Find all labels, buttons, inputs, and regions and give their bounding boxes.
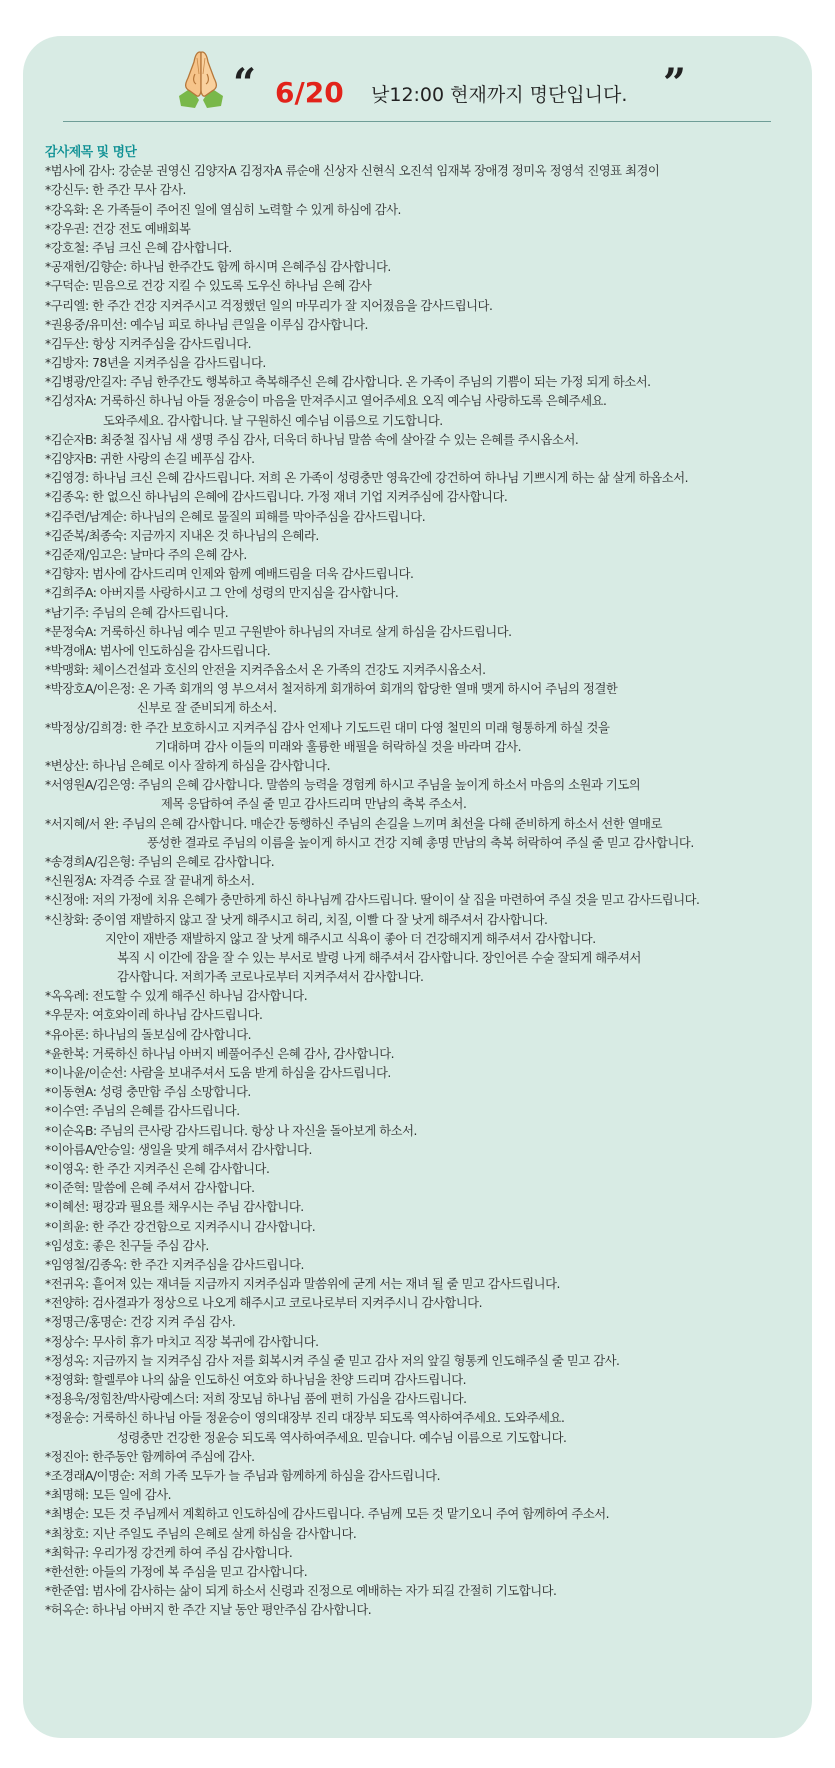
list-item: *김순자B: 최중철 집사님 새 생명 주심 감사, 더욱더 하나님 말씀 속에 살아갈 수 있는 은혜를 주시옵소서. xyxy=(45,432,579,447)
list-item: *박정상/김희경: 한 주간 보호하시고 지켜주심 감사 언제나 기도드린 대미 다영 철민의 미래 형통하게 하실 것을 xyxy=(45,720,610,735)
list-item: *정상수: 무사히 휴가 마치고 직장 복귀에 감사합니다. xyxy=(45,1334,319,1349)
list-item: *서지혜/서 완: 주님의 은혜 감사합니다. 매순간 동행하신 주님의 손길을 느끼며 최선을 다해 준비하게 하소서 선한 열매로 xyxy=(45,816,663,831)
list-item: *정명근/홍명순: 건강 지켜 주심 감사. xyxy=(45,1315,236,1330)
list-item: *김향자: 범사에 감사드리며 인제와 함께 예배드림을 더욱 감사드립니다. xyxy=(45,567,414,582)
list-item: *이동현A: 성령 충만함 주심 소망합니다. xyxy=(45,1085,251,1100)
list-item: *이희윤: 한 주간 강건함으로 지켜주시니 감사합니다. xyxy=(45,1219,316,1234)
list-item: *김주련/남계순: 하나님의 은혜로 물질의 피해를 막아주심을 감사드립니다. xyxy=(45,509,426,524)
list-item: *최병순: 모든 것 주님께서 계획하고 인도하심에 감사드립니다. 주님께 모든 것 맡기오니 주여 함께하여 주소서. xyxy=(45,1507,610,1522)
list-item: *김성자A: 거룩하신 하나님 아들 정윤승이 마음을 만져주시고 열어주세요 오직 예수님 사랑하도록 은혜주세요. xyxy=(45,394,607,409)
list-item-continuation: 도와주세요. 감사합니다. 날 구원하신 예수님 이름으로 기도합니다. xyxy=(103,413,443,428)
list-item: *신원정A: 자격증 수료 잘 끝내게 하소서. xyxy=(45,874,255,889)
list-item-continuation: 지안이 재반증 재발하지 않고 잘 낫게 해주시고 식욕이 좋아 더 건강해지게 해주셔서 감사합니다. xyxy=(105,931,596,946)
list-item: *정진아: 한주동안 함께하여 주심에 감사. xyxy=(45,1449,255,1464)
list-item: *범사에 감사: 강순분 권영신 김양자A 김정자A 류순애 신상자 신현식 오진석 임재복 장애경 정미옥 정영석 진영표 최경이 xyxy=(45,164,660,179)
list-item: *서영원A/김은영: 주님의 은혜 감사합니다. 말씀의 능력을 경험케 하시고 주님을 높이게 하소서 마음의 소원과 기도의 xyxy=(45,778,641,793)
list-item: *전귀옥: 흩어져 있는 재녀들 지금까지 지켜주심과 말씀위에 굳게 서는 재녀 될 줄 믿고 감사드립니다. xyxy=(45,1277,560,1292)
list-item: *김준재/임고은: 날마다 주의 은혜 감사. xyxy=(45,547,247,562)
list-item: *김양자B: 귀한 사랑의 손길 베푸심 감사. xyxy=(45,452,255,466)
header-text: 낮12:00 현재까지 명단입니다. xyxy=(371,84,628,106)
praying-hands-icon xyxy=(173,44,229,110)
list-item: *남기주: 주님의 은혜 감사드립니다. xyxy=(45,605,229,620)
list-item-continuation: 복직 시 이간에 잠을 잘 수 있는 부서로 발령 나게 해주셔서 감사합니다. 장인어른 수술 잘되게 해주셔서 xyxy=(117,950,641,965)
list-item: *이나윤/이순선: 사람을 보내주셔서 도움 받게 하심을 감사드립니다. xyxy=(45,1066,391,1080)
prayer-list-card xyxy=(23,36,812,1738)
list-item: *강신두: 한 주간 무사 감사. xyxy=(45,183,186,198)
list-title: 감사제목 및 명단 xyxy=(45,145,137,160)
list-item: *공재헌/김향순: 하나님 한주간도 함께 하시며 은혜주심 감사합니다. xyxy=(45,260,391,275)
header-date: 6/20 xyxy=(275,76,344,109)
list-item: *허옥순: 하나님 아버지 한 주간 지날 동안 평안주심 감사합니다. xyxy=(45,1603,372,1618)
list-item: *이아름A/안승일: 생일을 맞게 해주셔서 감사합니다. xyxy=(45,1142,312,1157)
list-item: *김영경: 하나님 크신 은혜 감사드립니다. 저희 온 가족이 성령충만 영육간에 강건하여 하나님 기쁘시게 하는 삶 살게 하옵소서. xyxy=(45,471,689,486)
list-item-continuation: 풍성한 결과로 주님의 이름을 높이게 하시고 건강 지혜 총명 만남의 축복 허락하여 주실 줄 믿고 감사합니다. xyxy=(147,835,694,850)
list-item: *임성호: 좋은 친구들 주심 감사. xyxy=(45,1238,209,1253)
list-item: *윤한복: 거룩하신 하나님 아버지 베풀어주신 은혜 감사, 감사합니다. xyxy=(45,1046,395,1061)
list-item: *이혜선: 평강과 필요를 채우시는 주님 감사합니다. xyxy=(45,1200,304,1215)
list-item: *권용중/유미선: 예수님 피로 하나님 큰일을 이루심 감사합니다. xyxy=(45,317,369,332)
list-item-continuation: 성령충만 건강한 정윤승 되도록 역사하여주세요. 믿습니다. 예수님 이름으로 기도합니다. xyxy=(117,1430,567,1445)
list-item-continuation: 기대하며 감사 이들의 미래와 훌륭한 배필을 허락하실 것을 바라며 감사. xyxy=(155,739,522,754)
list-item: *한준엽: 범사에 감사하는 삶이 되게 하소서 신령과 진정으로 예배하는 자가 되길 간절히 기도합니다. xyxy=(45,1584,557,1599)
list-item: *구덕순: 믿음으로 건강 지킬 수 있도록 도우신 하나님 은혜 감사 xyxy=(45,279,372,294)
list-item: *유아론: 하나님의 돌보심에 감사합니다. xyxy=(45,1027,252,1042)
list-item: *박경애A: 범사에 인도하심을 감사드립니다. xyxy=(45,643,271,658)
list-item-continuation: 제목 응답하여 주실 줄 믿고 감사드리며 만남의 축복 주소서. xyxy=(161,797,467,812)
list-item: *문정숙A: 거룩하신 하나님 예수 믿고 구원받아 하나님의 자녀로 살게 하심을 감사드립니다. xyxy=(45,624,512,639)
list-item: *정성옥: 지금까지 늘 지켜주심 감사 저를 회복시켜 주실 줄 믿고 감사 저의 앞길 형통케 인도해주실 줄 믿고 감사. xyxy=(45,1353,620,1368)
list-item: *최학규: 우리가정 강건케 하여 주심 감사합니다. xyxy=(45,1545,293,1560)
list-item: *정윤승: 거룩하신 하나님 아들 정윤승이 영의대장부 진리 대장부 되도록 역사하여주세요. 도와주세요. xyxy=(45,1411,565,1426)
list-item: *이준혁: 말씀에 은혜 주셔서 감사합니다. xyxy=(45,1181,255,1196)
list-item: *송경희A/김은형: 주님의 은혜로 감사합니다. xyxy=(45,854,275,869)
list-item: *강옥화: 온 가족들이 주어진 일에 열심히 노력할 수 있게 하심에 감사. xyxy=(45,202,402,217)
list-item: *최창호: 지난 주일도 주님의 은혜로 살게 하심을 감사합니다. xyxy=(45,1526,357,1541)
list-item: *우문자: 여호와이레 하나님 감사드립니다. xyxy=(45,1008,263,1023)
list-item: *신창화: 중이염 재발하지 않고 잘 낫게 해주시고 허리, 치질, 이빨 다 잘 낫게 해주셔서 감사합니다. xyxy=(45,912,548,927)
list-item: *박장호A/이은정: 온 가족 회개의 영 부으셔서 철저하게 회개하여 회개의 합당한 열매 맺게 하시어 주님의 정결한 xyxy=(45,682,618,697)
list-item: *김종옥: 한 없으신 하나님의 은혜에 감사드립니다. 가정 재녀 기업 지켜주심에 감사합니다. xyxy=(45,490,508,505)
list-item: *김병광/안길자: 주님 한주간도 행복하고 축복해주신 은혜 감사합니다. 온 가족이 주님의 기쁨이 되는 가정 되게 하소서. xyxy=(45,375,651,390)
list-item: *임영철/김종옥: 한 주간 지켜주심을 감사드립니다. xyxy=(45,1257,304,1272)
quote-open: “ xyxy=(233,60,257,107)
quote-close: ” xyxy=(663,60,687,107)
list-item: *전양하: 검사결과가 정상으로 나오게 해주시고 코로나로부터 지켜주시니 감사합니다. xyxy=(45,1296,483,1311)
header-divider xyxy=(63,121,771,122)
prayer-list xyxy=(45,143,805,1620)
list-item: *박맹화: 체이스건설과 호신의 안전을 지켜주옵소서 온 가족의 건강도 지켜주시옵소서. xyxy=(45,663,486,678)
list-item: *이수연: 주님의 은혜를 감사드립니다. xyxy=(45,1104,240,1119)
list-item: *이순옥B: 주님의 큰사랑 감사드립니다. 항상 나 자신을 돌아보게 하소서. xyxy=(45,1123,417,1138)
list-item: *최명해: 모든 일에 감사. xyxy=(45,1488,172,1503)
list-item: *구리엘: 한 주간 건강 지켜주시고 걱정했던 일의 마무리가 잘 지어졌음을 감사드립니다. xyxy=(45,298,493,313)
header xyxy=(23,36,812,120)
list-item-continuation: 감사합니다. 저희가족 코로나로부터 지켜주셔서 감사합니다. xyxy=(117,970,424,985)
list-item: *옥옥례: 전도할 수 있게 해주신 하나님 감사합니다. xyxy=(45,989,308,1004)
list-item: *신정애: 저의 가정에 치유 은혜가 충만하게 하신 하나님께 감사드립니다. 딸이이 살 집을 마련하여 주실 것을 믿고 감사드립니다. xyxy=(45,893,700,908)
list-item: *변상산: 하나님 은혜로 이사 잘하게 하심을 감사합니다. xyxy=(45,759,331,773)
list-item: *김희주A: 아버지를 사랑하시고 그 안에 성령의 만지심을 감사합니다. xyxy=(45,586,399,601)
list-item: *김두산: 항상 지켜주심을 감사드립니다. xyxy=(45,336,252,351)
list-item: *이영옥: 한 주간 지켜주신 은혜 감사합니다. xyxy=(45,1161,270,1176)
list-item: *한선한: 아들의 가정에 복 주심을 믿고 감사합니다. xyxy=(45,1564,308,1579)
list-item: *강호철: 주님 크신 은혜 감사합니다. xyxy=(45,240,232,255)
list-item: *김방자: 78년을 지켜주심을 감사드립니다. xyxy=(45,356,266,371)
list-item: *김준복/최종숙: 지금까지 지내온 것 하나님의 은혜라. xyxy=(45,528,319,543)
list-item: *정용욱/정힘찬/박사랑예스더: 저희 장모님 하나님 품에 편히 가심을 감사드립니다. xyxy=(45,1392,467,1407)
list-item: *조경래A/이명순: 저희 가족 모두가 늘 주님과 함께하게 하심을 감사드립니다. xyxy=(45,1468,441,1483)
list-item: *강우권: 건강 전도 예배회복 xyxy=(45,221,191,236)
list-item: *정영화: 할렐루야 나의 삶을 인도하신 여호와 하나님을 찬양 드리며 감사드립니다. xyxy=(45,1373,467,1387)
list-item-continuation: 신부로 잘 준비되게 하소서. xyxy=(137,701,277,716)
